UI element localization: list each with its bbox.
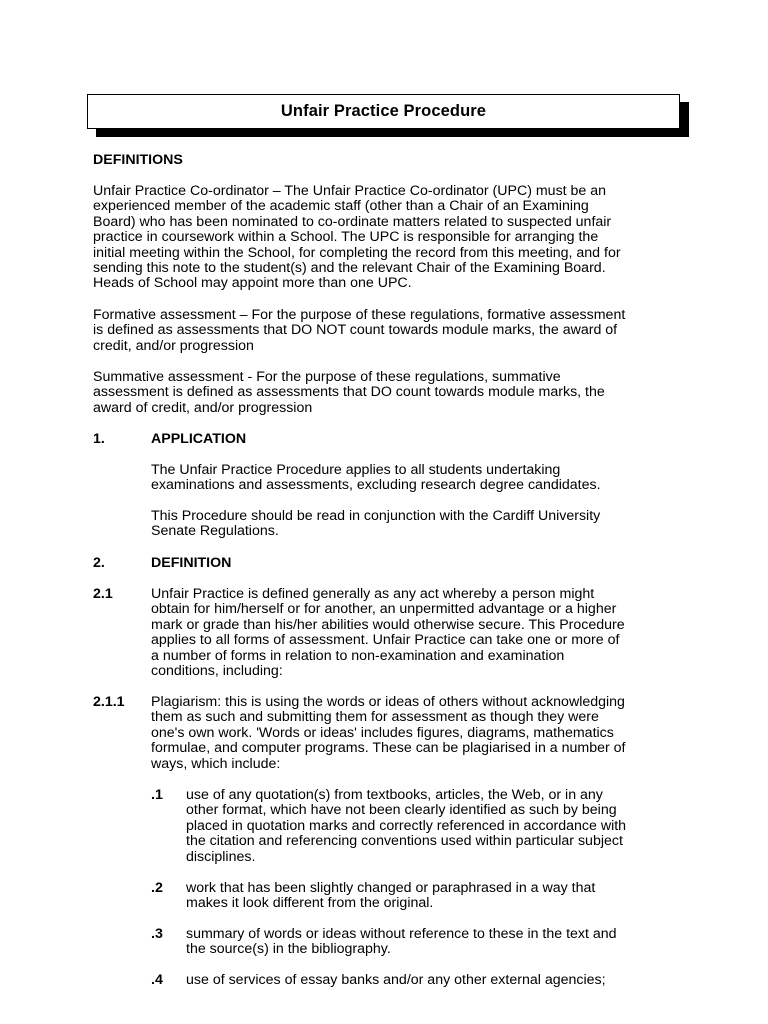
section2-heading: DEFINITION — [151, 555, 232, 571]
document-title: Unfair Practice Procedure — [280, 102, 487, 120]
list-item-text: work that has been slightly changed or paraphrased in a way that makes it look different from the original. — [186, 880, 596, 912]
list-item-text: summary of words or ideas without reference to these in the text and the source(s) in the bibliography. — [186, 926, 617, 958]
list-item-number: .3 — [151, 926, 163, 942]
list-item-text: use of any quotation(s) from textbooks, articles, the Web, or in any other format, which have not been clearly identified as such by being placed in quotation marks and correctly referenced in accordance with the citation and referencing conventions used within particular subject disciplines. — [186, 787, 627, 865]
list-item-text: use of services of essay banks and/or any other external agencies; — [186, 972, 606, 988]
upc-definition: Unfair Practice Co-ordinator – The Unfair Practice Co-ordinator (UPC) must be an experienced member of the academic staff (other than a Chair of an Examining Board) who has been nominated to co-ordinate matters related to suspected unfair practice in coursework within a School. The UPC is responsible for arranging the initial meeting within the School, for completing the record from this meeting, and for sending this note to the student(s) and the relevant Chair of the Examining Board. Heads of School may appoint more than one UPC. — [93, 183, 621, 292]
clause-2-1-1-number: 2.1.1 — [93, 694, 125, 710]
list-item-number: .4 — [151, 972, 163, 988]
formative-definition: Formative assessment – For the purpose of these regulations, formative assessment is defined as assessments that DO NOT count towards module marks, the award of credit, and/or progression — [93, 307, 626, 354]
summative-definition: Summative assessment - For the purpose of these regulations, summative assessment is defined as assessments that DO count towards module marks, the award of credit, and/or progression — [93, 369, 605, 416]
title-box — [87, 94, 680, 129]
clause-2-1-1-text: Plagiarism: this is using the words or ideas of others without acknowledging them as such and submitting them for assessment as though they were one's own work. 'Words or ideas' includes figures, diagrams, mathematics formulae, and computer programs. These can be plagiarised in a number of ways, which include: — [151, 694, 626, 772]
section1-heading: APPLICATION — [151, 431, 247, 447]
list-item-number: .1 — [151, 787, 163, 803]
section1-para2: This Procedure should be read in conjunction with the Cardiff University Senate Regulations. — [151, 508, 601, 540]
list-item-number: .2 — [151, 880, 163, 896]
section2-number: 2. — [93, 555, 105, 571]
section1-para1: The Unfair Practice Procedure applies to all students undertaking examinations and assessments, excluding research degree candidates. — [151, 462, 601, 494]
clause-2-1-text: Unfair Practice is defined generally as any act whereby a person might obtain for him/herself or for another, an unpermitted advantage or a higher mark or grade than his/her abilities would otherwise secure. This Procedure applies to all forms of assessment. Unfair Practice can take one or more of a number of forms in relation to non-examination and examination conditions, including: — [151, 586, 625, 680]
clause-2-1-number: 2.1 — [93, 586, 113, 602]
section1-number: 1. — [93, 431, 105, 447]
definitions-heading: DEFINITIONS — [93, 152, 183, 168]
